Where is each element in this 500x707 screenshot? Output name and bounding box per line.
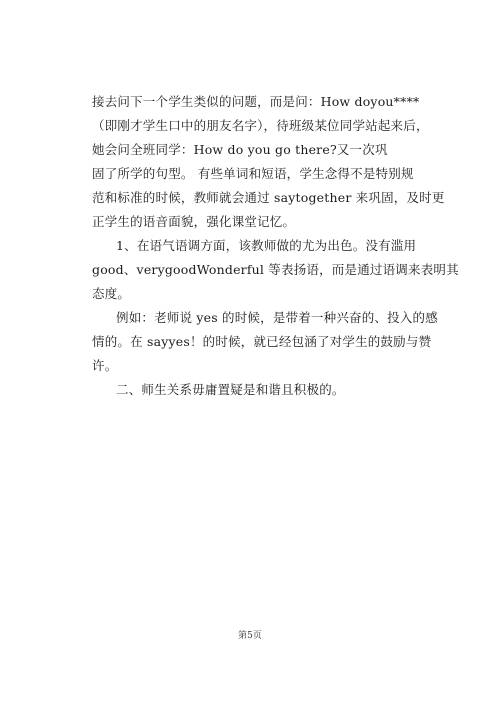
text-line: 正学生的语音面貌，强化课堂记忆。 <box>92 214 296 229</box>
text-line: 二、师生关系毋庸置疑是和谐且积极的。 <box>116 382 345 397</box>
text-line: 1、在语气语调方面，该教师做的尤为出色。没有滥用 <box>116 238 417 253</box>
body-text <box>92 90 459 402</box>
text-line: 范和标准的时候，教师就会通过 saytogether 来巩固，及时更 <box>92 190 445 205</box>
text-line: 她会问全班同学：How do you go there?又一次巩 <box>92 142 388 157</box>
text-line: 态度。 <box>92 286 131 301</box>
text-line: 情的。在 sayyes！的时候，就已经包涵了对学生的鼓励与赞 <box>92 334 432 349</box>
text-line: 例如：老师说 yes 的时候，是带着一种兴奋的、投入的感 <box>116 310 438 325</box>
text-line: 接去问下一个学生类似的问题，而是问：How doyou**** <box>92 94 420 109</box>
text-line: good、verygoodWonderful 等表扬语，而是通过语调来表明其 <box>92 262 459 277</box>
page-number: 第5页 <box>238 631 262 641</box>
text-line: 固了所学的句型。 有些单词和短语，学生念得不是特别规 <box>92 166 414 181</box>
text-line: 许。 <box>92 358 118 373</box>
text-line: （即刚才学生口中的朋友名字），待班级某位同学站起来后， <box>92 118 429 133</box>
